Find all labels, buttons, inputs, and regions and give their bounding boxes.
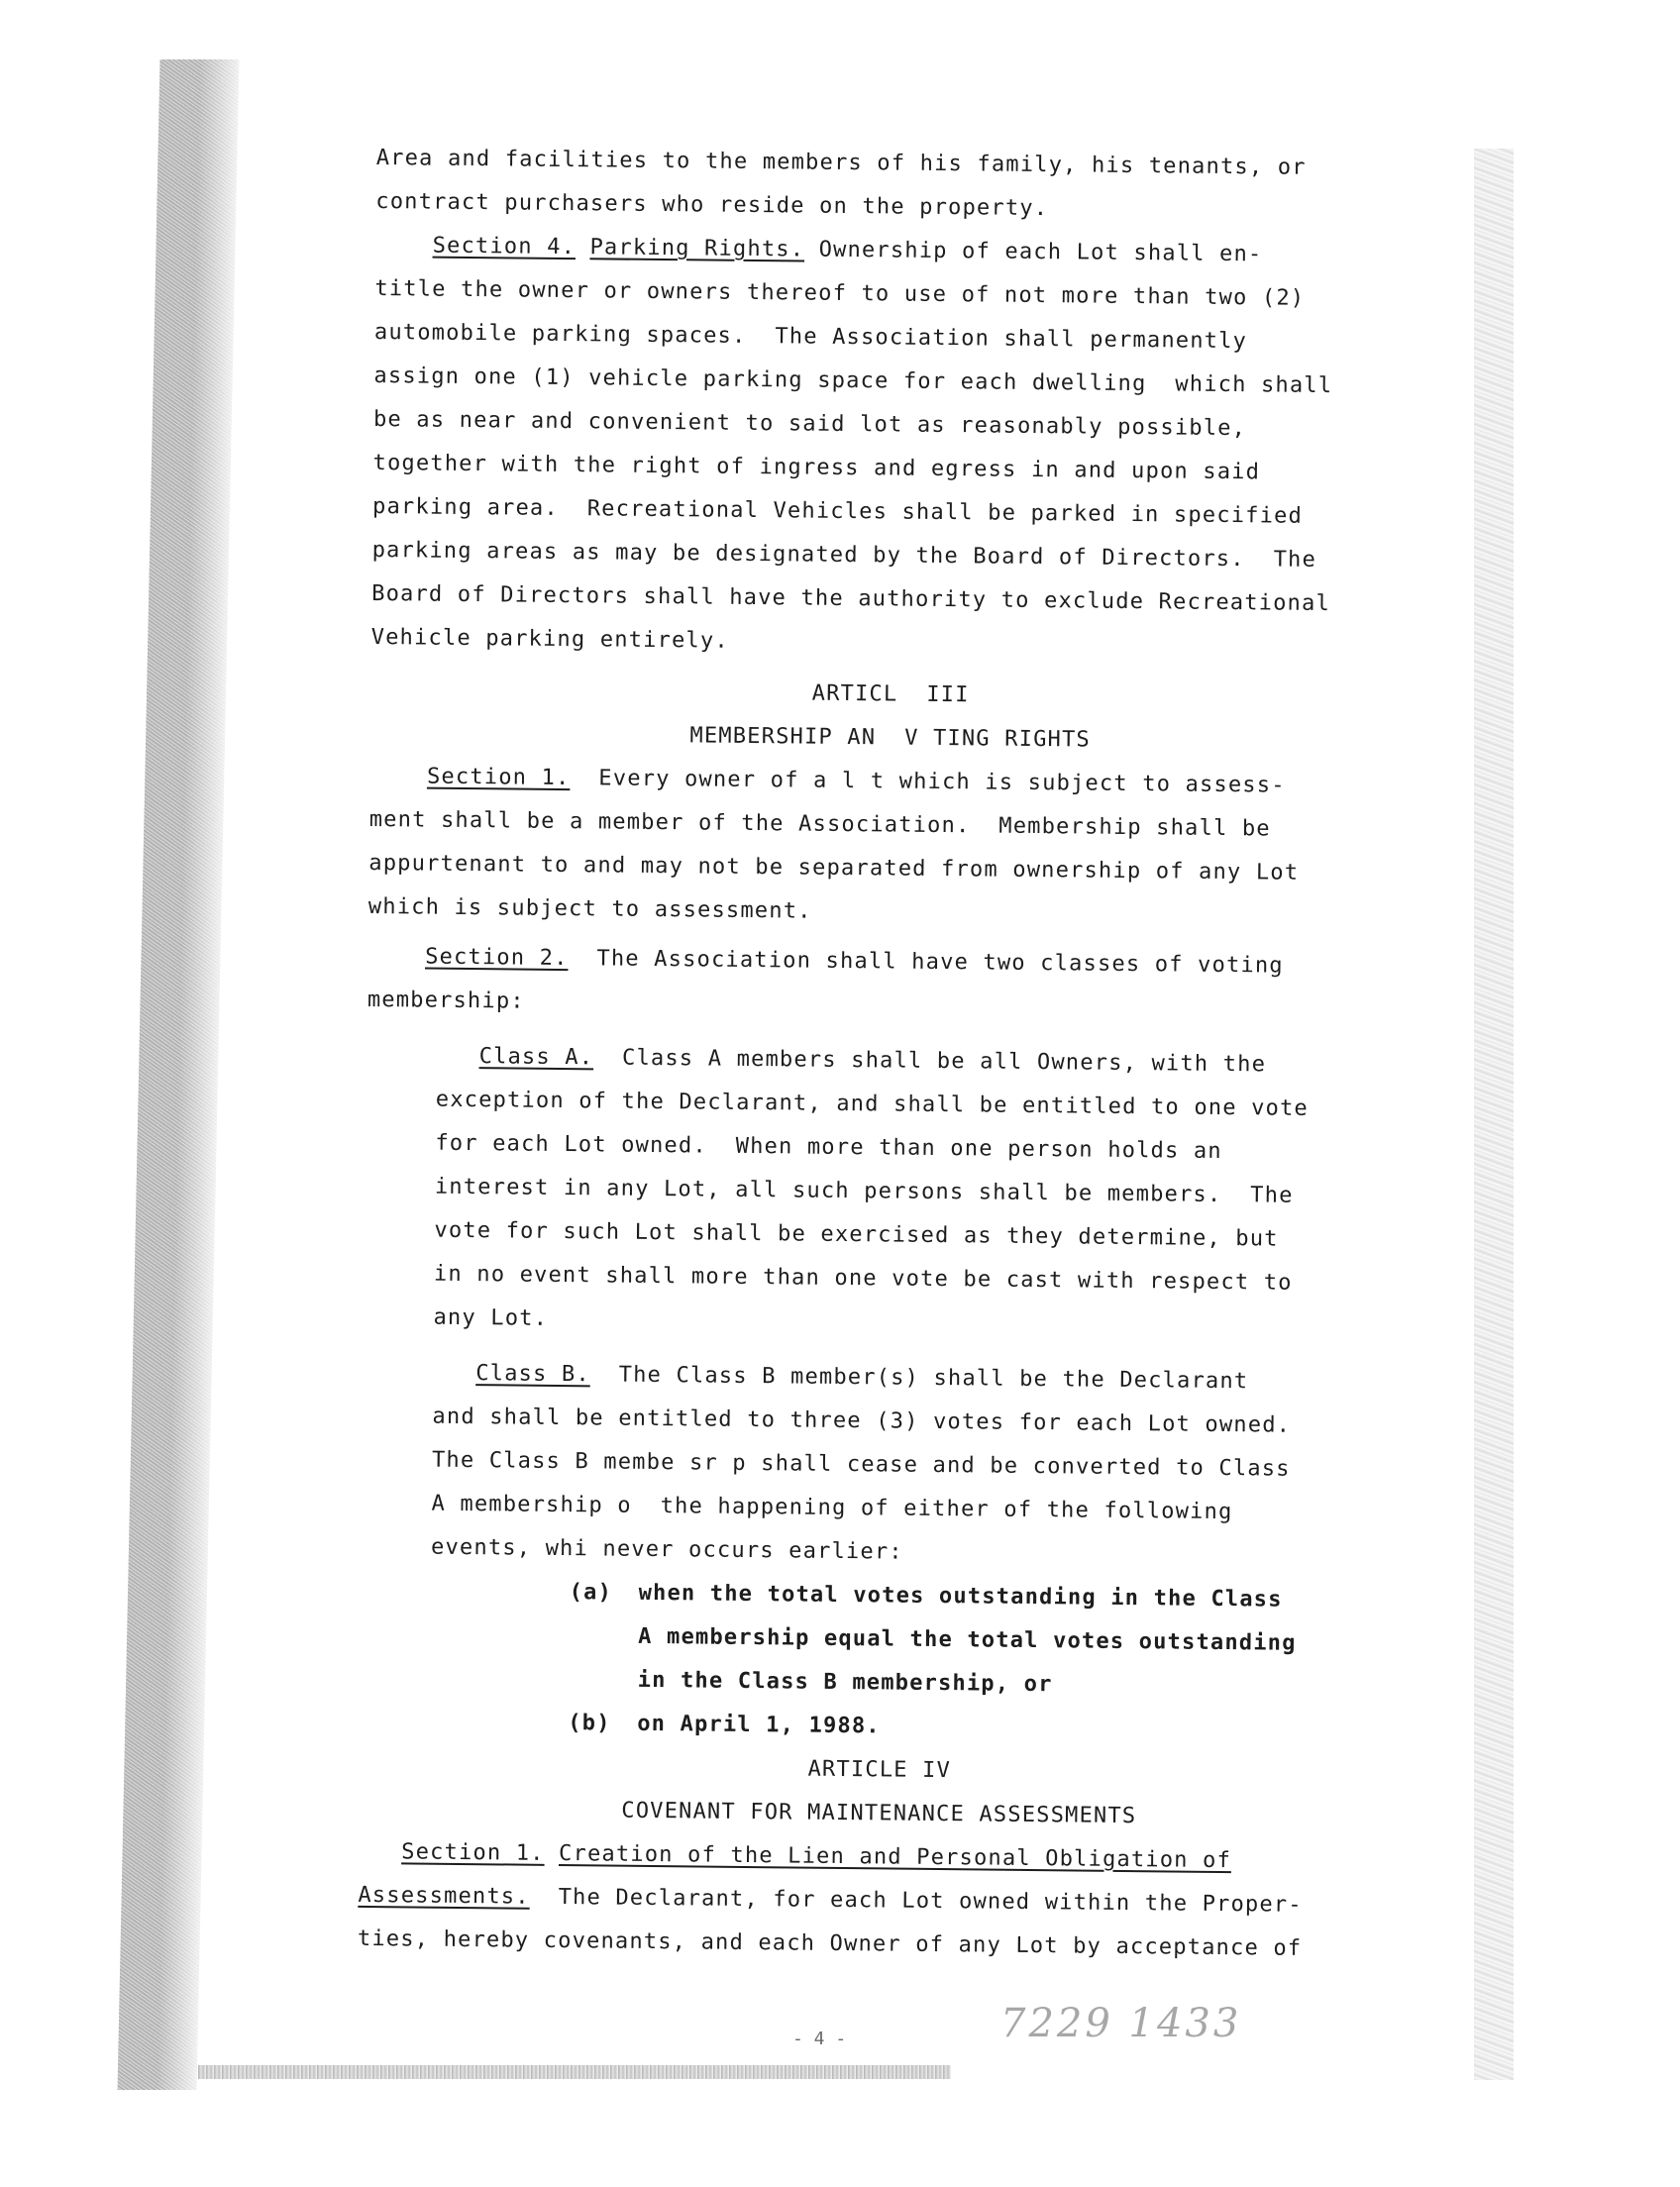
section-label: Section 1. [401, 1839, 545, 1866]
scan-bottom-edge-shadow [198, 2065, 951, 2079]
section-title-cont: Assessments. [358, 1882, 530, 1910]
text-line: The Class B membe sr p shall cease and be converted to Class [431, 1447, 1291, 1482]
text-line: ties, hereby covenants, and each Owner of any Lot by acceptance of [357, 1926, 1303, 1961]
article-3-title: ARTICL III [811, 680, 970, 708]
text-line: Area and facilities to the members of his family, his tenants, or [375, 145, 1307, 180]
text-line: Vehicle parking entirely. [370, 624, 729, 654]
scan-left-edge-shadow [118, 59, 240, 2090]
page-number: - 4 - [792, 2029, 847, 2049]
conditions-list [360, 1571, 1402, 1756]
scan-right-edge-shadow [1474, 149, 1514, 2080]
text-line: vote for such Lot shall be exercised as they determine, but [434, 1217, 1279, 1252]
text-line: Board of Directors shall have the authority to exclude Recreational [371, 580, 1331, 617]
section-text: Every owner of a l t which is subject to assess- [570, 766, 1286, 798]
section-text: The Association shall have two classes of voting [568, 946, 1284, 979]
text-line: automobile parking spaces. The Association shall permanently [373, 319, 1248, 355]
text-line: events, whi never occurs earlier: [430, 1534, 903, 1565]
section-title: Creation of the Lien and Personal Obligation of [558, 1841, 1232, 1874]
recording-stamp: 7229 1433 [1000, 2001, 1242, 2046]
class-label: Class A. [478, 1044, 594, 1071]
text-line: parking area. Recreational Vehicles shall be parked in specified [371, 493, 1304, 529]
class-a-block [364, 1036, 1407, 1352]
class-label: Class B. [475, 1361, 590, 1388]
class-text: The Class B member(s) shall be the Declarant [589, 1362, 1249, 1395]
text-line: parking areas as may be designated by the Board of Directors. The [371, 537, 1317, 573]
text-line: which is subject to assessment. [368, 893, 812, 924]
class-text: Class A members shall be all Owners, with the [593, 1045, 1267, 1078]
article-3-subtitle: MEMBERSHIP AN V TING RIGHTS [689, 723, 1092, 753]
text-line: in no event shall more than one vote be cast with respect to [433, 1261, 1293, 1296]
class-b-block [362, 1353, 1404, 1582]
text-line: and shall be entitled to three (3) votes for each Lot owned. [432, 1404, 1292, 1438]
text-line: interest in any Lot, all such persons shall be members. The [434, 1174, 1294, 1208]
text-line: for each Lot owned. When more than one person holds an [435, 1130, 1222, 1164]
list-item [568, 1704, 1400, 1756]
text-line: appurtenant to and may not be separated from ownership of any Lot [368, 850, 1300, 885]
text-line: assign one (1) vehicle parking space for each dwelling which shall [373, 363, 1333, 399]
item-text: when the total votes outstanding in the Class [638, 1580, 1283, 1613]
article-4-title: ARTICLE IV [807, 1756, 952, 1784]
text-line: exception of the Declarant, and shall be entitled to one vote [435, 1087, 1310, 1121]
section-label: Section 2. [425, 944, 569, 972]
section-title: Parking Rights. [589, 235, 805, 262]
section-text: Ownership of each Lot shall en- [804, 237, 1263, 267]
text-line: ment shall be a member of the Association. Membership shall be [368, 806, 1271, 842]
text-line: together with the right of ingress and egress in and upon said [372, 450, 1261, 485]
item-text: on April 1, 1988. [637, 1711, 881, 1739]
text-line: be as near and convenient to said lot as reasonably possible, [372, 406, 1247, 442]
item-label: (b) [568, 1711, 611, 1736]
document-body [358, 139, 1417, 1974]
item-text: A membership equal the total votes outstanding [638, 1623, 1297, 1656]
text-line: title the owner or owners thereof to use of not more than two (2) [374, 275, 1306, 311]
text-line: any Lot. [433, 1304, 549, 1331]
text-line: A membership o the happening of either of the following [431, 1491, 1233, 1525]
item-text: in the Class B membership, or [637, 1667, 1053, 1698]
text-line: contract purchasers who reside on the property. [375, 188, 1049, 222]
section-label: Section 1. [426, 764, 571, 791]
section-text: The Declarant, for each Lot owned within the Proper- [529, 1884, 1303, 1918]
section-label: Section 4. [432, 233, 577, 260]
text-line: membership: [367, 987, 525, 1014]
article-4-subtitle: COVENANT FOR MAINTENANCE ASSESSMENTS [621, 1798, 1137, 1829]
item-label: (a) [569, 1580, 613, 1606]
